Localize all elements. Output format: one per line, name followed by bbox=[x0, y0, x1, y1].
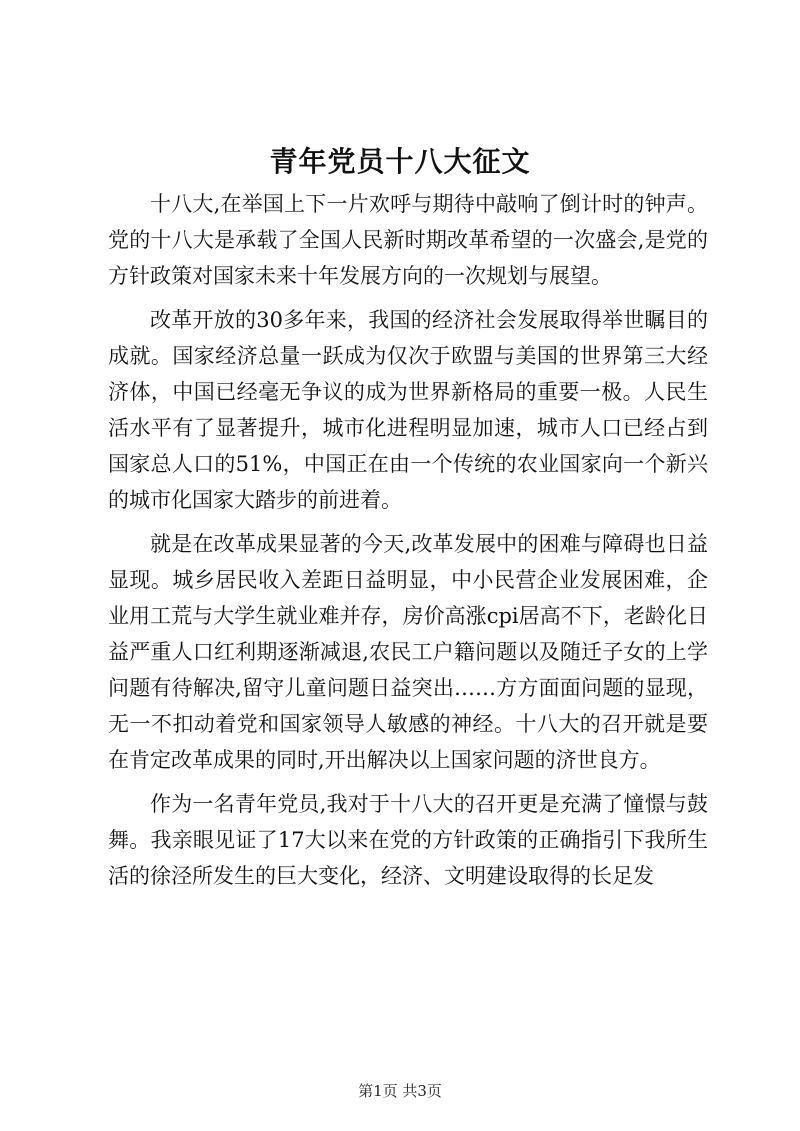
page-number-footer: 第1页 共3页 bbox=[358, 1082, 442, 1100]
paragraph: 改革开放的30多年来，我国的经济社会发展取得举世瞩目的成就。国家经济总量一跃成为仅次于欧盟与美国的世界第三大经济体，中国已经毫无争议的成为世界新格局的重要一极。人民生活水平有了显著提升，城市化进程明显加速，城市人口已经占到国家总人口的51%，中国正在由一个传统的农业国家向一个新兴的城市化国家大踏步的前进着。 bbox=[108, 308, 708, 512]
paragraph: 十八大,在举国上下一片欢呼与期待中敲响了倒计时的钟声。党的十八大是承载了全国人民新时期改革希望的一次盛会,是党的方针政策对国家未来十年发展方向的一次规划与展望。 bbox=[108, 192, 708, 288]
document-title: 青年党员十八大征文 bbox=[269, 145, 531, 178]
paragraph: 就是在改革成果显著的今天,改革发展中的困难与障碍也日益显现。城乡居民收入差距日益明显，中小民营企业发展困难，企业用工荒与大学生就业难并存，房价高涨cpi居高不下，老龄化日益严重人口红利期逐渐减退,农民工户籍问题以及随迁子女的上学问题有待解决,留守儿童问题日益突出……方方面面问题的显现，无一不扣动着党和国家领导人敏感的神经。十八大的召开就是要在肯定改革成果的同时,开出解决以上国家问题的济世良方。 bbox=[108, 532, 708, 772]
document-body bbox=[108, 186, 708, 902]
paragraph: 作为一名青年党员,我对于十八大的召开更是充满了憧憬与鼓舞。我亲眼见证了17大以来在党的方针政策的正确指引下我所生活的徐泾所发生的巨大变化，经济、文明建设取得的长足发 bbox=[108, 792, 708, 888]
